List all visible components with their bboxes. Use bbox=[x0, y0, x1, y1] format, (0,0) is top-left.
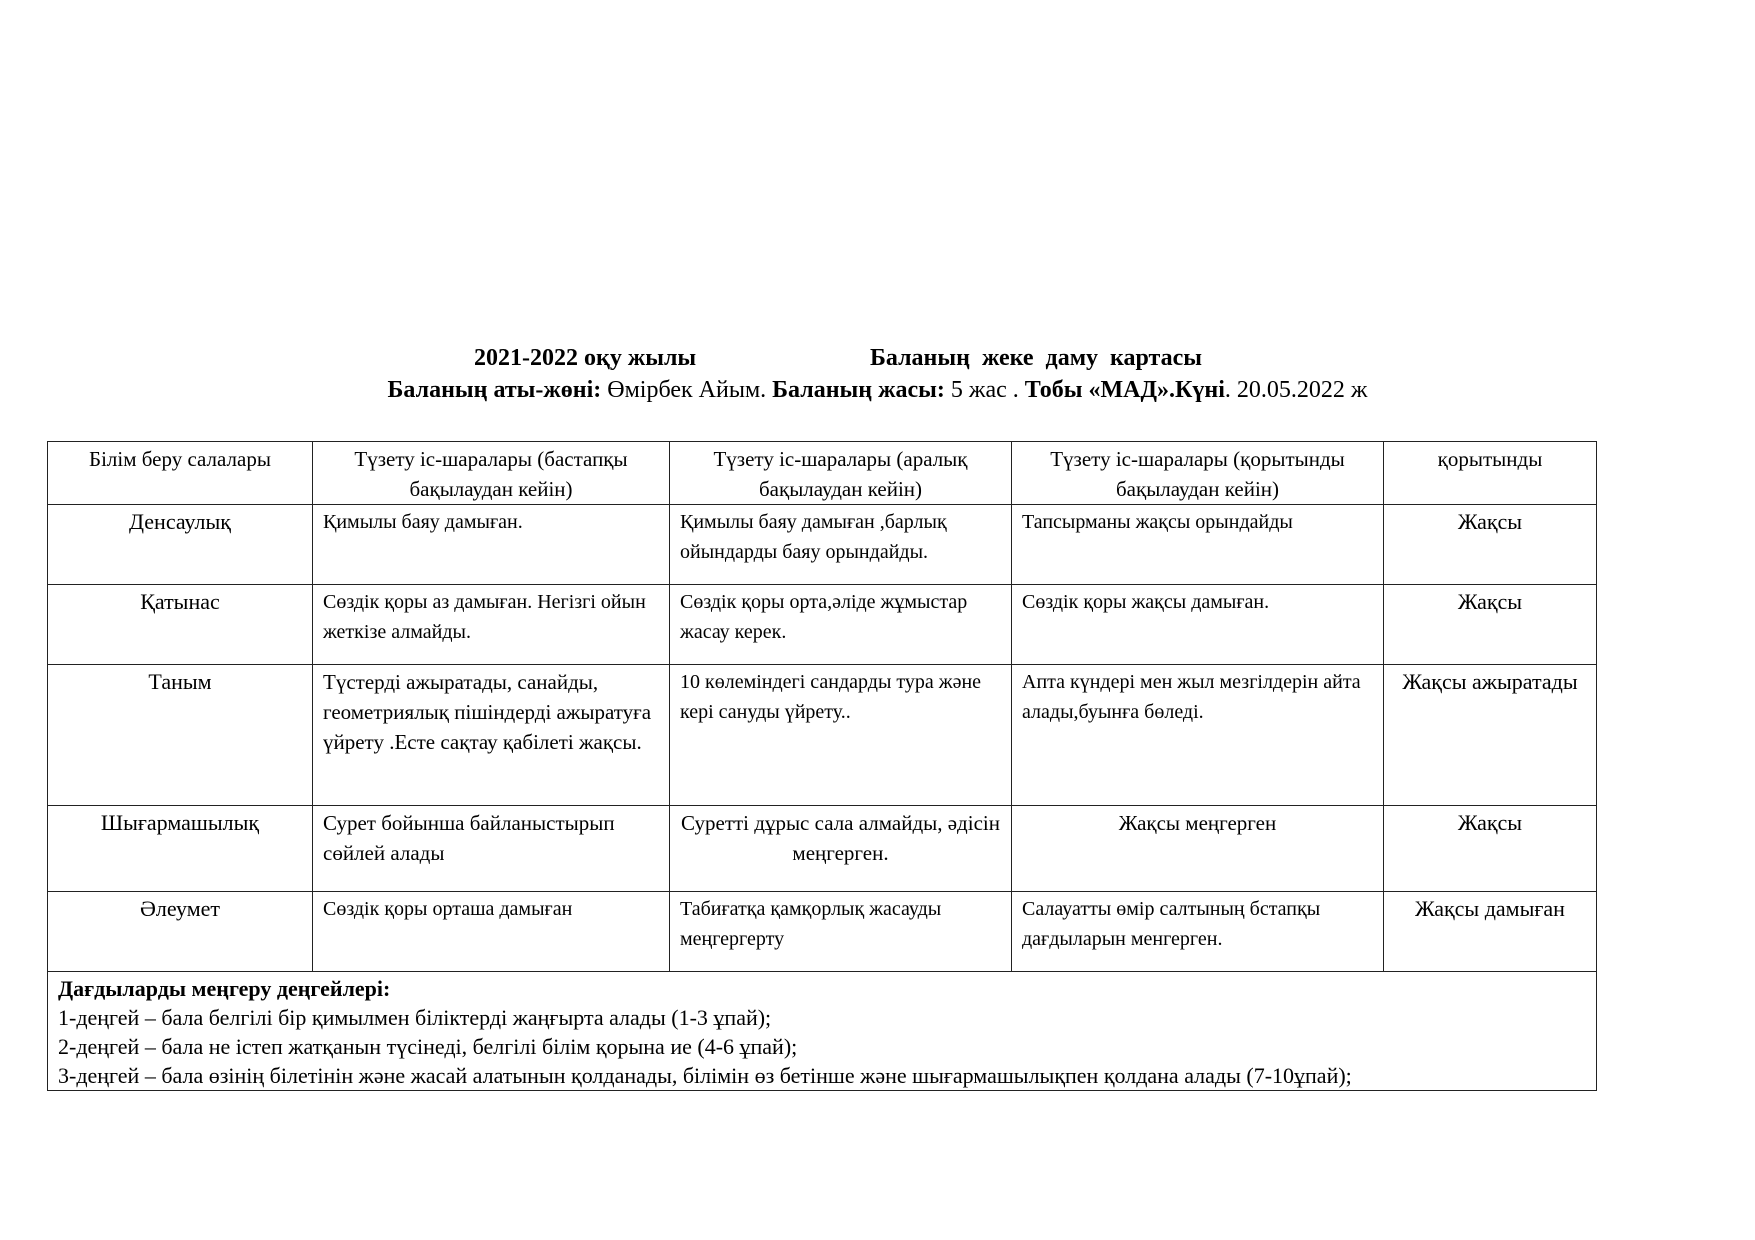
age-value: 5 жас . bbox=[944, 377, 1025, 403]
final-cell: Жақсы меңгерген bbox=[1012, 806, 1384, 892]
levels-cell bbox=[48, 972, 1597, 1091]
development-card-table bbox=[47, 441, 1597, 1091]
header-interim: Түзету іс-шаралары (аралық бақылаудан кейін) bbox=[670, 442, 1012, 505]
initial-cell: Түстерді ажыратады, санайды, геометриялық пішіндерді ажыратуға үйрету .Есте сақтау қабілеті жақсы. bbox=[313, 665, 670, 806]
interim-cell: Қимылы баяу дамыған ,барлық ойындарды баяу орындайды. bbox=[670, 505, 1012, 585]
date-value: . 20.05.2022 ж bbox=[1224, 377, 1368, 403]
initial-cell: Сөздік қоры орташа дамыған bbox=[313, 892, 670, 972]
area-cell: Қатынас bbox=[48, 585, 313, 665]
final-cell: Тапсырманы жақсы орындайды bbox=[1012, 505, 1384, 585]
header-final: Түзету іс-шаралары (қорытынды бақылаудан кейін) bbox=[1012, 442, 1384, 505]
academic-year: 2021-2022 оқу жылы bbox=[474, 345, 697, 371]
result-cell: Жақсы bbox=[1384, 806, 1597, 892]
interim-cell: Суретті дұрыс сала алмайды, әдісін меңгерген. bbox=[670, 806, 1012, 892]
table-row bbox=[48, 665, 1597, 806]
table-row bbox=[48, 806, 1597, 892]
interim-cell: 10 көлеміндегі сандарды тура және кері сануды үйрету.. bbox=[670, 665, 1012, 806]
initial-cell: Қимылы баяу дамыған. bbox=[313, 505, 670, 585]
initial-cell: Сөздік қоры аз дамыған. Негізгі ойын жеткізе алмайды. bbox=[313, 585, 670, 665]
level-item: 1-деңгей – бала белгілі бір қимылмен біліктерді жаңғырта алады (1-3 ұпай); bbox=[58, 1005, 772, 1030]
result-cell: Жақсы bbox=[1384, 585, 1597, 665]
header-result: қорытынды bbox=[1384, 442, 1597, 505]
age-label: Баланың жасы: bbox=[772, 377, 945, 403]
area-cell: Әлеумет bbox=[48, 892, 313, 972]
name-label: Баланың аты-жөні: bbox=[387, 377, 602, 403]
child-info-line bbox=[0, 375, 1755, 405]
interim-cell: Сөздік қоры орта,әліде жұмыстар жасау керек. bbox=[670, 585, 1012, 665]
header-initial: Түзету іс-шаралары (бастапқы бақылаудан кейін) bbox=[313, 442, 670, 505]
level-item: 2-деңгей – бала не істеп жатқанын түсінеді, белгілі білім қорына ие (4-6 ұпай); bbox=[58, 1034, 798, 1059]
table-row bbox=[48, 585, 1597, 665]
initial-cell: Сурет бойынша байланыстырып сөйлей алады bbox=[313, 806, 670, 892]
table-row bbox=[48, 892, 1597, 972]
final-cell: Апта күндері мен жыл мезгілдерін айта алады,буынға бөледі. bbox=[1012, 665, 1384, 806]
card-title: Баланың жеке даму картасы bbox=[870, 345, 1203, 371]
result-cell: Жақсы bbox=[1384, 505, 1597, 585]
header-areas: Білім беру салалары bbox=[48, 442, 313, 505]
result-cell: Жақсы дамыған bbox=[1384, 892, 1597, 972]
group-label: Тобы «МАД».Күні bbox=[1024, 377, 1225, 403]
levels-row bbox=[48, 972, 1597, 1091]
area-cell: Таным bbox=[48, 665, 313, 806]
final-cell: Сөздік қоры жақсы дамыған. bbox=[1012, 585, 1384, 665]
table-row bbox=[48, 505, 1597, 585]
interim-cell: Табиғатқа қамқорлық жасауды меңгергерту bbox=[670, 892, 1012, 972]
area-cell: Денсаулық bbox=[48, 505, 313, 585]
table-header-row bbox=[48, 442, 1597, 505]
name-value: Өмірбек Айым. bbox=[601, 377, 773, 403]
levels-heading: Дағдыларды меңгеру деңгейлері: bbox=[58, 976, 391, 1001]
result-cell: Жақсы ажыратады bbox=[1384, 665, 1597, 806]
level-item: 3-деңгей – бала өзінің білетінін және жасай алатынын қолданады, білімін өз бетінше және шығармашылықпен қолдана алады (7-10ұпай); bbox=[58, 1063, 1352, 1088]
final-cell: Салауатты өмір салтының бстапқы дағдыларын менгерген. bbox=[1012, 892, 1384, 972]
area-cell: Шығармашылық bbox=[48, 806, 313, 892]
